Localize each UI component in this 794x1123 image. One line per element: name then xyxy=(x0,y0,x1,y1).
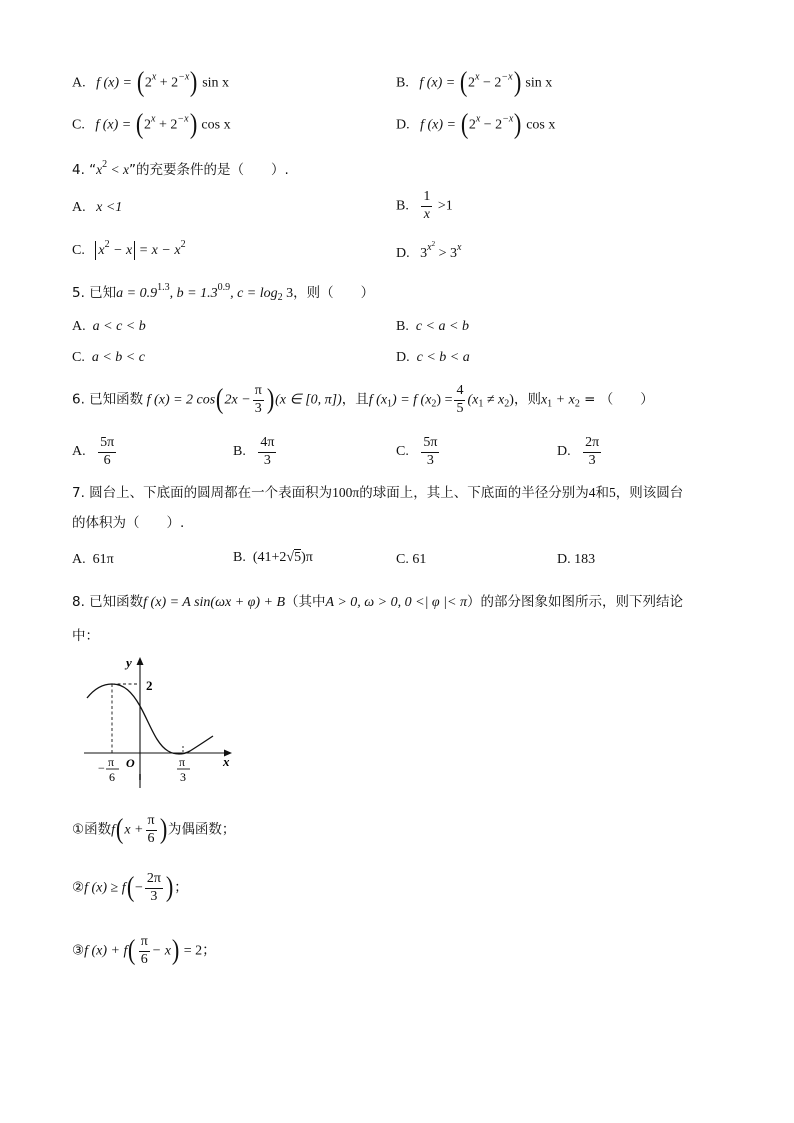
expr: 2 xyxy=(431,398,437,410)
denominator: 3 xyxy=(254,400,262,416)
denominator: x xyxy=(423,206,430,222)
denominator: 6 xyxy=(147,830,155,846)
expr: −x xyxy=(178,71,190,83)
q8-statement-3: ③f (x) + f( $\frac{\pi}{6}$ − x) = 2； xyxy=(72,934,217,967)
expr: > 3 xyxy=(435,246,457,261)
expr: 2 xyxy=(504,398,510,410)
option-label: B. xyxy=(396,319,409,334)
question-text: ，则该圆台 xyxy=(615,485,684,501)
q8-statement-2: ②f (x) ≥ f(− $\frac{2\pi}{3}$ )； xyxy=(72,871,188,904)
numerator: 1 xyxy=(421,190,432,207)
expr: 1.3 xyxy=(157,282,170,293)
question-text: 5. 已知 xyxy=(72,285,117,301)
q6-option-b xyxy=(233,436,278,468)
question-text: ，则 xyxy=(513,391,541,408)
y-axis-arrow xyxy=(137,657,144,665)
q7-option-d xyxy=(557,553,595,567)
expr: c < b < a xyxy=(416,350,470,365)
expr: 2 xyxy=(468,117,476,133)
q3-option-a: A. f $(x) = (2^x + 2^{-x})$ sin x xyxy=(72,67,230,98)
expr: −x xyxy=(177,113,189,125)
option-label: D. xyxy=(396,350,410,365)
expr: x xyxy=(151,71,157,83)
expr: cos x xyxy=(522,117,556,133)
expr: 5 xyxy=(609,485,616,500)
expr: 2 xyxy=(144,117,152,133)
expr: 2 xyxy=(468,75,476,91)
sine-curve xyxy=(87,684,213,754)
statement-text: ③ xyxy=(72,942,85,959)
expr: x <1 xyxy=(96,200,123,215)
option-label: C. xyxy=(72,350,85,365)
expr: f (x) ≥ f xyxy=(84,880,126,896)
option-label: D. xyxy=(557,552,571,567)
option-label: A. xyxy=(72,75,86,91)
expr: (x xyxy=(467,392,479,408)
expr: + 2 xyxy=(155,117,178,133)
fraction xyxy=(583,436,601,468)
numerator: 2π xyxy=(583,436,601,453)
option-label: A. xyxy=(72,444,86,460)
expr: x xyxy=(540,392,548,408)
q5-option-a xyxy=(72,320,146,334)
expr: x + xyxy=(124,822,144,838)
question-text: 8. 已知函数 xyxy=(72,594,144,610)
question-text: 7. 圆台上、下底面的圆周都在一个表面积为 xyxy=(72,485,333,501)
denominator: 3 xyxy=(150,888,158,904)
q6-option-d xyxy=(557,436,603,468)
neg-sign: − xyxy=(98,761,105,775)
denominator: 3 xyxy=(263,452,271,468)
option-label: D. xyxy=(557,444,571,460)
statement-text: = 2； xyxy=(180,943,217,959)
expr: f (x) = A sin(ωx + φ) + B xyxy=(143,595,286,610)
expr: 5 xyxy=(294,550,302,565)
expr: f (x) = xyxy=(419,75,459,91)
expr: − 2 xyxy=(479,75,502,91)
expr: , b = 1.3 xyxy=(169,286,218,301)
numerator: π xyxy=(146,814,157,831)
expr: (41+2 xyxy=(252,550,287,565)
expr: f (x) = 2 cos xyxy=(146,392,216,408)
fraction xyxy=(98,436,116,468)
expr: x xyxy=(456,242,462,253)
fraction xyxy=(253,384,264,416)
question-text: （其中 xyxy=(285,594,326,610)
expr: f (x) = xyxy=(95,117,135,133)
y-axis-label: y xyxy=(126,655,132,670)
question-text: 6. 已知函数 xyxy=(72,391,144,408)
expr: c < a < b xyxy=(415,319,469,334)
option-label: C. xyxy=(396,552,409,567)
expr: x xyxy=(96,162,103,177)
option-label: B. xyxy=(396,198,409,214)
expr: ) = f (x xyxy=(392,392,432,408)
fraction xyxy=(421,190,432,222)
expr: )π xyxy=(301,550,313,565)
expr: −x xyxy=(501,71,513,83)
expr: − xyxy=(134,880,143,896)
expr: 2x − xyxy=(224,392,251,408)
option-label: B. xyxy=(396,75,409,91)
denominator: 3 xyxy=(426,452,434,468)
question-text: ”的充要条件的是（ ）. xyxy=(129,162,289,178)
expr: 2 xyxy=(277,292,283,303)
expr: + 2 xyxy=(156,75,179,91)
expr: x xyxy=(98,243,105,258)
q4-option-a xyxy=(72,201,122,215)
expr: 2 xyxy=(574,398,580,410)
expr: ) = xyxy=(436,392,453,408)
q3-option-c: C. f $(x) = (2^x + 2^{-x})$ cos x xyxy=(72,109,231,140)
neg-pi6-num: π xyxy=(108,755,115,769)
statement-text: ； xyxy=(174,879,188,896)
expr: a < c < b xyxy=(92,319,146,334)
q6-option-a xyxy=(72,436,118,468)
q7-option-b: B. (41+2√5)π xyxy=(233,550,313,565)
statement-text: ①函数 xyxy=(72,821,112,838)
expr: 1 xyxy=(547,398,553,410)
expr: < x xyxy=(107,162,130,177)
numerator: 4 xyxy=(454,384,465,401)
q4-option-b xyxy=(396,190,453,222)
expr: f (x) = xyxy=(96,75,136,91)
fraction xyxy=(145,872,163,904)
x-axis-label: x xyxy=(223,754,230,769)
y-value-label: 2 xyxy=(146,678,153,693)
option-label: C. xyxy=(72,117,85,133)
question-text: ）的部分图象如图所示，则下列结论 xyxy=(466,594,683,610)
expr: 1 xyxy=(478,398,484,410)
expr: − 2 xyxy=(480,117,503,133)
expr: 2 xyxy=(144,75,152,91)
expr: −x xyxy=(502,113,514,125)
expr: x xyxy=(151,113,156,125)
function-graph xyxy=(80,654,240,790)
expr: ) xyxy=(509,392,514,408)
q7-option-a xyxy=(72,553,114,567)
expr: , c = log xyxy=(230,286,278,301)
q7-stem-line1 xyxy=(72,486,683,501)
fraction xyxy=(421,436,439,468)
expr: 2 xyxy=(431,240,436,248)
question-text: 的球面上，其上、下底面的半径分别为 xyxy=(359,485,589,501)
expr: 2 xyxy=(180,239,186,250)
expr: − x xyxy=(109,243,133,258)
pi3-den: 3 xyxy=(180,770,186,784)
option-label: A. xyxy=(72,319,86,334)
expr: a < b < c xyxy=(91,350,145,365)
expr: 4 xyxy=(588,485,596,500)
expr: 61 xyxy=(412,552,427,567)
option-label: D. xyxy=(396,246,410,261)
expr: (x ∈ [0, π]) xyxy=(275,392,342,408)
neg-pi6-den: 6 xyxy=(109,770,115,784)
expr: − x xyxy=(151,943,171,959)
fraction xyxy=(139,935,150,967)
numerator: 2π xyxy=(145,872,163,889)
expr: A > 0, ω > 0, 0 <| φ |< π xyxy=(325,595,467,610)
q4-option-d xyxy=(396,241,461,261)
question-number: 4. “ xyxy=(72,162,97,178)
question-text: 的体积为（ ）. xyxy=(72,515,185,531)
option-label: B. xyxy=(233,550,246,565)
q6-option-c xyxy=(396,436,441,468)
q3-option-b: B. f $(x) = (2^x - 2^{-x})$ sin x xyxy=(396,67,553,98)
expr: f (x) + f xyxy=(84,943,128,959)
expr: 1 xyxy=(387,398,393,410)
expr: 61π xyxy=(92,552,114,567)
denominator: 5 xyxy=(456,400,464,416)
expr: sin x xyxy=(521,75,553,91)
q5-stem xyxy=(72,283,374,303)
expr: 3 xyxy=(420,246,428,261)
denominator: 6 xyxy=(103,452,111,468)
expr: f (x) = xyxy=(420,117,460,133)
expr: a = 0.9 xyxy=(116,286,158,301)
expr: f xyxy=(111,822,115,838)
question-text: 中： xyxy=(72,628,99,644)
option-label: B. xyxy=(233,444,246,460)
q5-option-d xyxy=(396,351,470,365)
expr: x xyxy=(427,242,432,253)
q8-stem-line1 xyxy=(72,596,683,610)
numerator: 4π xyxy=(258,436,276,453)
q4-option-c xyxy=(72,240,186,258)
q8-statement-1: ①函数f(x + $\frac{\pi}{6}$ )为偶函数； xyxy=(72,813,236,846)
pi3-num: π xyxy=(179,755,186,769)
option-label: D. xyxy=(396,117,410,133)
q8-stem-line2 xyxy=(72,630,99,644)
question-text: ，且 xyxy=(341,391,369,408)
expr: 2 xyxy=(104,239,110,250)
denominator: 3 xyxy=(588,452,596,468)
expr: 0.9 xyxy=(217,282,231,293)
expr: + x xyxy=(552,392,575,408)
expr: 2 xyxy=(102,159,108,170)
option-label: C. xyxy=(72,243,85,258)
denominator: 6 xyxy=(140,951,148,967)
option-label: A. xyxy=(72,200,86,215)
fraction xyxy=(454,384,465,416)
q5-option-c xyxy=(72,351,145,365)
option-label: C. xyxy=(396,444,409,460)
numerator: π xyxy=(253,384,264,401)
q5-option-b xyxy=(396,320,469,334)
expr: >1 xyxy=(434,198,453,214)
numerator: π xyxy=(139,935,150,952)
option-label: A. xyxy=(72,552,86,567)
fraction xyxy=(258,436,276,468)
numerator: 5π xyxy=(421,436,439,453)
expr: x xyxy=(475,113,481,125)
expr: ≠ x xyxy=(483,392,505,408)
expr: 100π xyxy=(332,485,360,500)
question-text: 和 xyxy=(595,485,609,501)
q4-stem xyxy=(72,160,289,178)
q7-stem-line2 xyxy=(72,517,184,531)
q7-option-c xyxy=(396,553,426,567)
origin-label: O xyxy=(126,756,135,770)
expr: f (x xyxy=(368,392,388,408)
expr: x xyxy=(475,71,480,83)
expr: = x − x xyxy=(135,243,181,258)
expr: 3 xyxy=(282,286,294,301)
expr: cos x xyxy=(197,117,231,133)
fraction xyxy=(146,814,157,846)
statement-text: ② xyxy=(72,879,85,896)
expr: sin x xyxy=(198,75,230,91)
numerator: 5π xyxy=(98,436,116,453)
question-text: = （ ） xyxy=(579,391,654,408)
question-text: ，则（ ） xyxy=(293,285,375,301)
expr: 183 xyxy=(574,552,596,567)
q6-stem: 6. 已知函数 f (x) = 2 cos(2x − $\frac{\pi}{3}$ )(x ∈ [0, π])，且f $(x_1) = f$ $(x_2)$ = $\frac{4}{5}$ $(x_1 \ne x_2)$，则$x_1 + x_2$ = （ ） xyxy=(72,383,654,416)
q3-option-d: D. f $(x) = (2^x - 2^{-x})$ cos x xyxy=(396,109,556,140)
statement-text: 为偶函数； xyxy=(167,821,236,838)
